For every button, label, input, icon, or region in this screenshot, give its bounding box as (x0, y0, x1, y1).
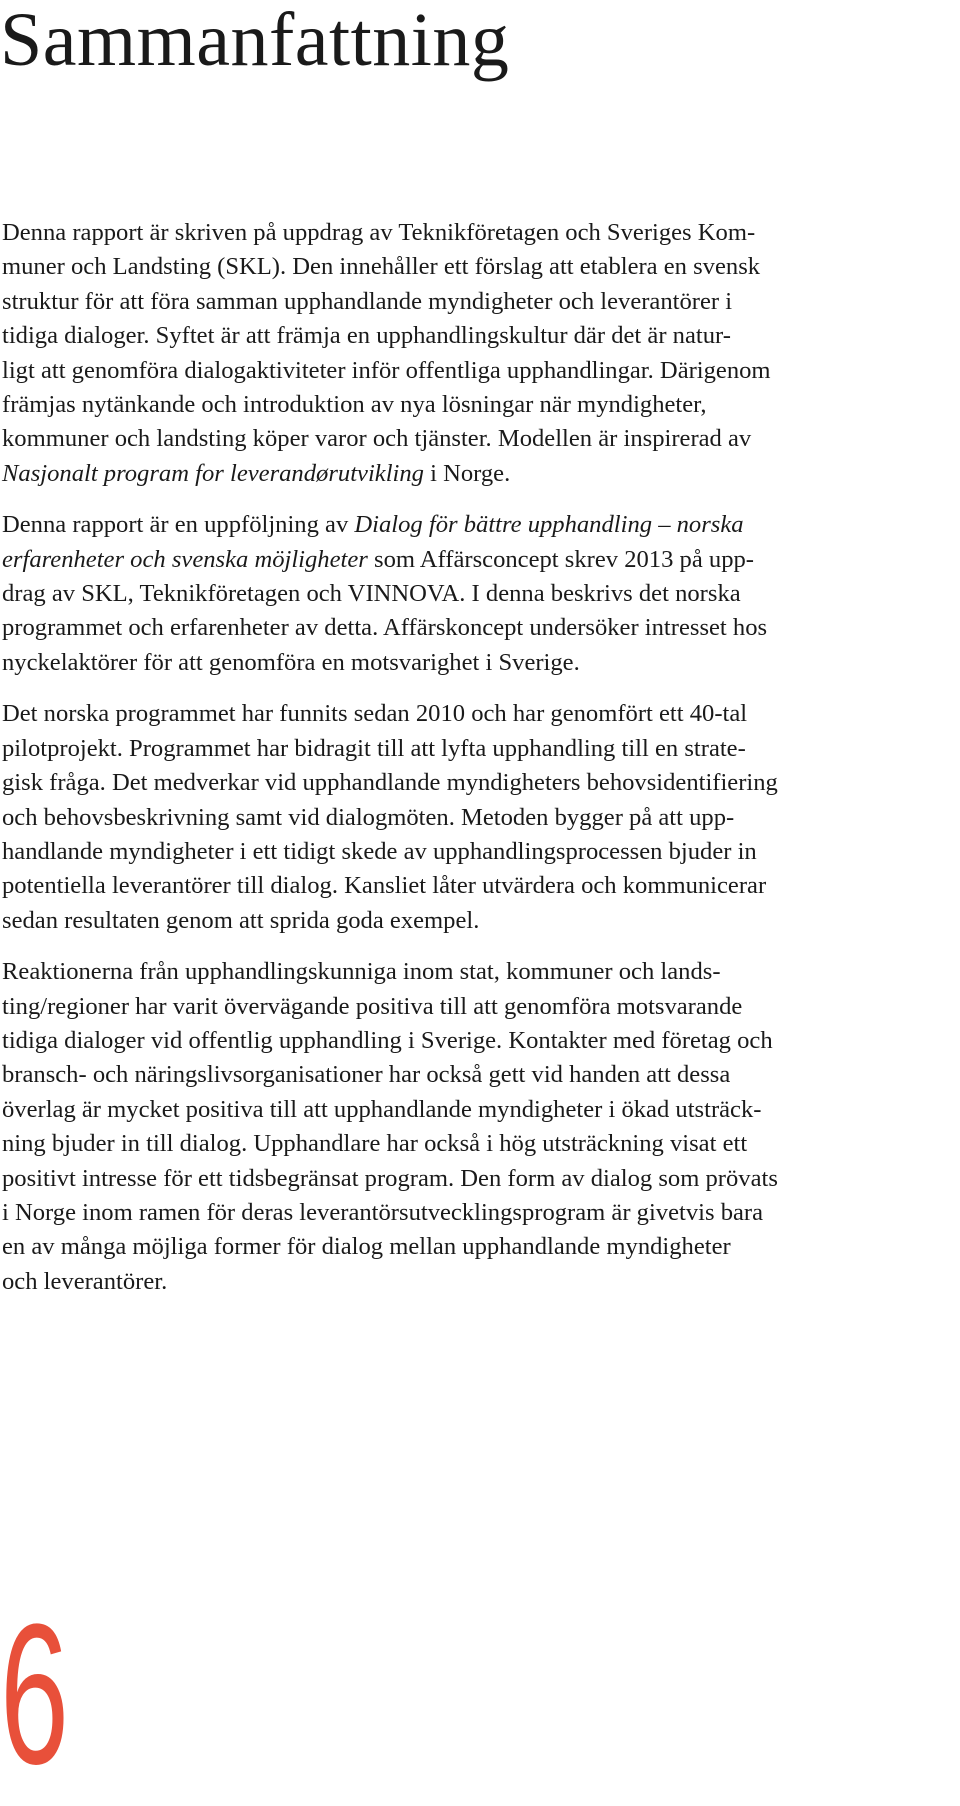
italic-title-text: erfarenheter och svenska möjligheter (2, 545, 368, 573)
text-segment: Denna rapport är en uppföljning av (2, 511, 355, 539)
text-line (2, 354, 958, 388)
text-segment: tidiga dialoger vid offentlig upphandling i Sverige. Kontakter med företag och (2, 1026, 773, 1054)
text-segment: bransch- och näringslivsorganisationer har också gett vid handen att dessa (2, 1061, 731, 1089)
text-line (2, 1024, 958, 1058)
text-segment: ning bjuder in till dialog. Upphandlare har också i hög utsträckning visat ett (2, 1130, 748, 1158)
text-line (2, 388, 958, 422)
text-segment: Denna rapport är skriven på uppdrag av Teknikföretagen och Sveriges Kom- (2, 219, 756, 246)
text-line (2, 285, 958, 319)
text-line (2, 990, 958, 1024)
text-line (2, 543, 958, 577)
text-line (2, 1162, 958, 1196)
text-line (2, 577, 958, 611)
page-title: Sammanfattning (0, 0, 510, 82)
text-line (2, 611, 958, 645)
text-segment: pilotprojekt. Programmet har bidragit till att lyfta upphandling till en strate- (2, 734, 746, 762)
text-segment: muner och Landsting (SKL). Den innehåller ett förslag att etablera en svensk (2, 253, 761, 281)
text-line (2, 508, 958, 542)
text-segment: drag av SKL, Teknikföretagen och VINNOVA. I denna beskrivs det norska (2, 580, 741, 608)
text-line (2, 1265, 958, 1299)
text-segment: sedan resultaten genom att sprida goda exempel. (2, 906, 480, 934)
text-line (2, 1058, 958, 1092)
text-segment: programmet och erfarenheter av detta. Affärskoncept undersöker intresset hos (2, 614, 768, 642)
body-paragraph (2, 508, 958, 680)
text-line (2, 1230, 958, 1264)
text-line (2, 1127, 958, 1161)
italic-title-text: Nasjonalt program for leverandørutvikling (2, 459, 424, 487)
body-paragraph (2, 955, 958, 1299)
summary-body (2, 216, 958, 1316)
text-segment: ting/regioner har varit övervägande positiva till att genomföra motsvarande (2, 992, 743, 1020)
text-line (2, 457, 958, 491)
text-segment: nyckelaktörer för att genomföra en motsvarighet i Sverige. (2, 648, 580, 676)
text-line (2, 835, 958, 869)
text-segment: i Norge inom ramen för deras leverantörsutvecklingsprogram är givetvis bara (2, 1198, 764, 1226)
text-segment: Reaktionerna från upphandlingskunniga inom stat, kommuner och lands- (2, 958, 721, 986)
text-segment: kommuner och landsting köper varor och tjänster. Modellen är inspirerad av (2, 425, 752, 453)
text-segment: potentiella leverantörer till dialog. Kansliet låter utvärdera och kommunicerar (2, 872, 767, 900)
text-segment: en av många möjliga former för dialog mellan upphandlande myndigheter (2, 1233, 731, 1261)
text-line (2, 697, 958, 731)
text-segment: tidiga dialoger. Syftet är att främja en upphandlingskultur där det är natur- (2, 322, 731, 350)
text-line (2, 766, 958, 800)
text-segment: Det norska programmet har funnits sedan 2010 och har genomfört ett 40-tal (2, 700, 748, 728)
text-line (2, 250, 958, 284)
page-number: 6 (0, 1583, 69, 1806)
text-line (2, 646, 958, 680)
body-paragraph (2, 216, 958, 491)
text-line (2, 732, 958, 766)
text-line (2, 422, 958, 456)
text-segment: som Affärsconcept skrev 2013 på upp- (367, 545, 754, 573)
text-segment: och behovsbeskrivning samt vid dialogmöten. Metoden bygger på att upp- (2, 803, 735, 831)
text-segment: i Norge. (423, 459, 511, 487)
text-segment: överlag är mycket positiva till att upphandlande myndigheter i ökad utsträck- (2, 1095, 762, 1123)
text-line (2, 319, 958, 353)
text-line (2, 955, 958, 989)
text-line (2, 869, 958, 903)
italic-title-text: Dialog för bättre upphandling – norska (354, 511, 744, 539)
text-segment: främjas nytänkande och introduktion av nya lösningar när myndigheter, (2, 391, 707, 419)
body-paragraph (2, 697, 958, 938)
text-segment: ligt att genomföra dialogaktiviteter inför offentliga upphandlingar. Därigenom (2, 356, 771, 384)
text-segment: handlande myndigheter i ett tidigt skede av upphandlingsprocessen bjuder in (2, 837, 757, 865)
text-line (2, 1196, 958, 1230)
text-segment: struktur för att föra samman upphandlande myndigheter och leverantörer i (2, 287, 733, 315)
text-line (2, 1093, 958, 1127)
text-line (2, 904, 958, 938)
text-line (2, 801, 958, 835)
text-segment: positivt intresse för ett tidsbegränsat program. Den form av dialog som prövats (2, 1164, 778, 1192)
text-segment: gisk fråga. Det medverkar vid upphandlande myndigheters behovsidentifiering (2, 769, 778, 797)
text-segment: och leverantörer. (2, 1267, 168, 1295)
text-line (2, 216, 958, 250)
